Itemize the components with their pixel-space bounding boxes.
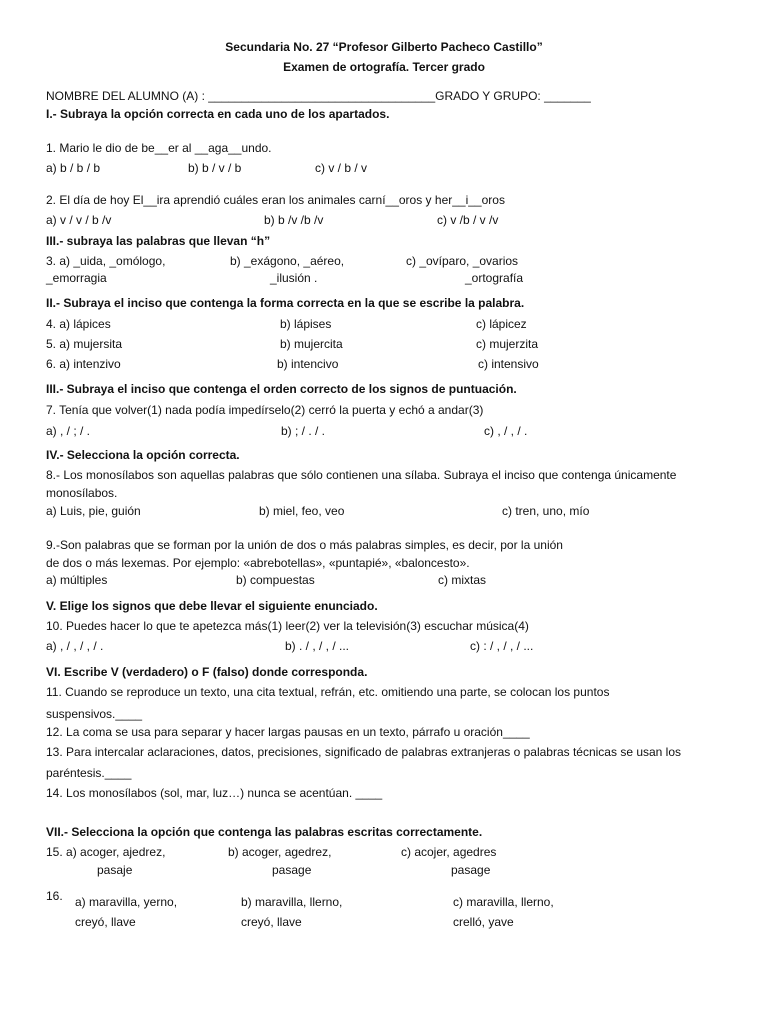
- q15-option-c[interactable]: c) acojer, agedres: [401, 845, 497, 859]
- question-1: 1. Mario le dio de be__er al __aga__undo.: [46, 141, 272, 155]
- q15-option-a[interactable]: 15. a) acoger, ajedrez,: [46, 845, 166, 859]
- q3-option-a[interactable]: 3. a) _uida, _omólogo,: [46, 254, 166, 268]
- q7-option-b[interactable]: b) ; / . / .: [281, 424, 326, 438]
- q3-option-a-cont[interactable]: _emorragia: [46, 271, 107, 285]
- q9-option-c[interactable]: c) mixtas: [438, 573, 486, 587]
- q7-option-a[interactable]: a) , / ; / .: [46, 424, 91, 438]
- section-7-title: VII.- Selecciona la opción que contenga las palabras escritas correctamente.: [46, 825, 483, 839]
- q6-option-b[interactable]: b) intencivo: [277, 357, 339, 371]
- question-16-number: 16.: [46, 889, 63, 903]
- q16-option-a-cont[interactable]: creyó, llave: [75, 915, 136, 929]
- q15-option-c-cont[interactable]: pasage: [451, 863, 491, 877]
- q4-option-c[interactable]: c) lápicez: [476, 317, 527, 331]
- question-10: 10. Puedes hacer lo que te apetezca más(1) leer(2) ver la televisión(3) escuchar música(4): [46, 619, 529, 633]
- q5-option-b[interactable]: b) mujercita: [280, 337, 343, 351]
- exam-title: Examen de ortografía. Tercer grado: [283, 60, 485, 74]
- q9-option-b[interactable]: b) compuestas: [236, 573, 315, 587]
- q10-option-b[interactable]: b) . / , / , / ...: [285, 639, 350, 653]
- q3-option-b[interactable]: b) _exágono, _aéreo,: [230, 254, 345, 268]
- q2-option-c[interactable]: c) v /b / v /v: [437, 213, 499, 227]
- q16-option-a[interactable]: a) maravilla, yerno,: [75, 895, 178, 909]
- q16-option-c[interactable]: c) maravilla, llerno,: [453, 895, 554, 909]
- q4-option-a[interactable]: 4. a) lápices: [46, 317, 111, 331]
- question-8-cont: monosílabos.: [46, 486, 118, 500]
- statement-13: 13. Para intercalar aclaraciones, datos, precisiones, significado de palabras extranjeras o palabras técnicas se usan los: [46, 745, 682, 759]
- section-h-title: III.- subraya las palabras que llevan “h”: [46, 234, 271, 248]
- question-7: 7. Tenía que volver(1) nada podía impedírselo(2) cerró la puerta y echó a andar(3): [46, 403, 484, 417]
- q3-option-b-cont[interactable]: _ilusión .: [270, 271, 318, 285]
- statement-11: 11. Cuando se reproduce un texto, una cita textual, refrán, etc. omitiendo una parte, se colocan los puntos: [46, 685, 610, 699]
- section-1-title: I.- Subraya la opción correcta en cada uno de los apartados.: [46, 107, 390, 121]
- q8-option-a[interactable]: a) Luis, pie, guión: [46, 504, 141, 518]
- student-name-line[interactable]: NOMBRE DEL ALUMNO (A) : __________________________________GRADO Y GRUPO: _______: [46, 89, 591, 103]
- q2-option-a[interactable]: a) v / v / b /v: [46, 213, 112, 227]
- q16-option-c-cont[interactable]: crelló, yave: [453, 915, 514, 929]
- q15-option-b[interactable]: b) acoger, agedrez,: [228, 845, 332, 859]
- q5-option-a[interactable]: 5. a) mujersita: [46, 337, 123, 351]
- q16-option-b[interactable]: b) maravilla, llerno,: [241, 895, 343, 909]
- q1-option-c[interactable]: c) v / b / v: [315, 161, 368, 175]
- q7-option-c[interactable]: c) , / , / .: [484, 424, 528, 438]
- q15-option-b-cont[interactable]: pasage: [272, 863, 312, 877]
- q8-option-b[interactable]: b) miel, feo, veo: [259, 504, 345, 518]
- question-9: 9.-Son palabras que se forman por la unión de dos o más palabras simples, es decir, por la unión: [46, 538, 563, 552]
- question-2: 2. El día de hoy El__ira aprendió cuáles eran los animales carní__oros y her__i__oros: [46, 193, 505, 207]
- q10-option-a[interactable]: a) , / , / , / .: [46, 639, 104, 653]
- q5-option-c[interactable]: c) mujerzita: [476, 337, 539, 351]
- question-9-cont: de dos o más lexemas. Por ejemplo: «abrebotellas», «puntapié», «baloncesto».: [46, 556, 470, 570]
- q1-option-b[interactable]: b) b / v / b: [188, 161, 242, 175]
- q4-option-b[interactable]: b) lápises: [280, 317, 332, 331]
- q8-option-c[interactable]: c) tren, uno, mío: [502, 504, 590, 518]
- statement-12[interactable]: 12. La coma se usa para separar y hacer largas pausas en un texto, párrafo u oración____: [46, 725, 530, 739]
- q1-option-a[interactable]: a) b / b / b: [46, 161, 101, 175]
- statement-14[interactable]: 14. Los monosílabos (sol, mar, luz…) nunca se acentúan. ____: [46, 786, 383, 800]
- school-name: Secundaria No. 27 “Profesor Gilberto Pacheco Castillo”: [225, 40, 543, 54]
- statement-11-answer[interactable]: suspensivos.____: [46, 707, 143, 721]
- question-8: 8.- Los monosílabos son aquellas palabras que sólo contienen una sílaba. Subraya el inciso que contenga únicamente: [46, 468, 677, 482]
- q9-option-a[interactable]: a) múltiples: [46, 573, 108, 587]
- q10-option-c[interactable]: c) : / , / , / ...: [470, 639, 534, 653]
- q3-option-c-cont[interactable]: _ortografía: [465, 271, 524, 285]
- q3-option-c[interactable]: c) _ovíparo, _ovarios: [406, 254, 519, 268]
- section-5-title: V. Elige los signos que debe llevar el siguiente enunciado.: [46, 599, 378, 613]
- statement-13-answer[interactable]: paréntesis.____: [46, 766, 132, 780]
- section-3-title: III.- Subraya el inciso que contenga el orden correcto de los signos de puntuación.: [46, 382, 517, 396]
- q2-option-b[interactable]: b) b /v /b /v: [264, 213, 324, 227]
- q6-option-c[interactable]: c) intensivo: [478, 357, 539, 371]
- section-6-title: VI. Escribe V (verdadero) o F (falso) donde corresponda.: [46, 665, 368, 679]
- section-2-title: II.- Subraya el inciso que contenga la forma correcta en la que se escribe la palabra.: [46, 296, 525, 310]
- q16-option-b-cont[interactable]: creyó, llave: [241, 915, 302, 929]
- q6-option-a[interactable]: 6. a) intenzivo: [46, 357, 121, 371]
- q15-option-a-cont[interactable]: pasaje: [97, 863, 133, 877]
- section-4-title: IV.- Selecciona la opción correcta.: [46, 448, 240, 462]
